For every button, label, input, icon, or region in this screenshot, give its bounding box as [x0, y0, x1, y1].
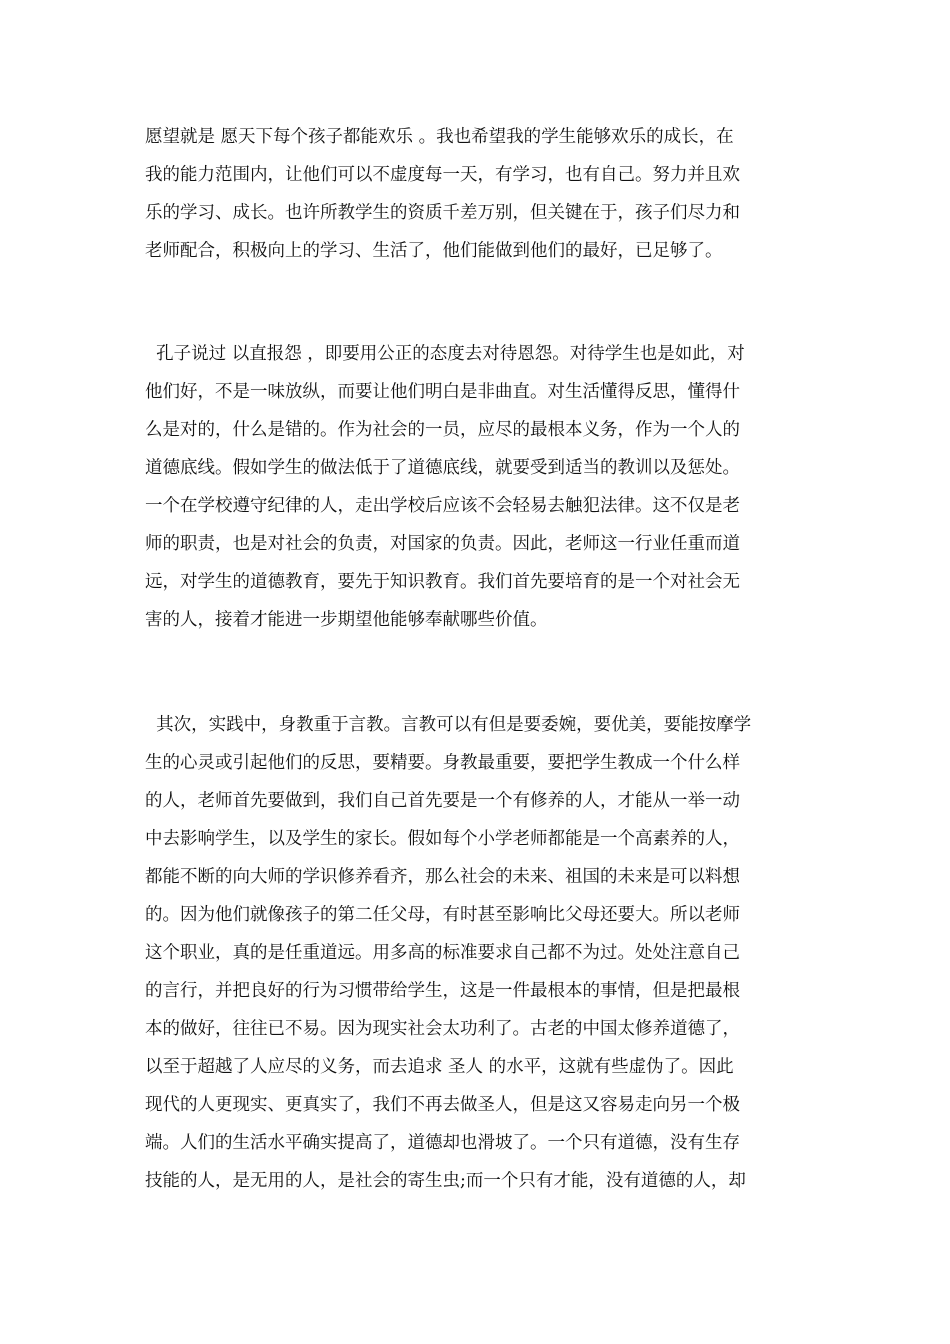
- text-line: 生的心灵或引起他们的反思，要精要。身教最重要，要把学生教成一个什么样: [145, 753, 740, 773]
- text-line: 师的职责，也是对社会的负责，对国家的负责。因此，老师这一行业任重而道: [145, 534, 740, 554]
- text-line: 的言行，并把良好的行为习惯带给学生，这是一件最根本的事情，但是把最根: [145, 981, 740, 1001]
- text-line: 的。因为他们就像孩子的第二任父母，有时甚至影响比父母还要大。所以老师: [145, 905, 740, 925]
- text-line: 害的人，接着才能进一步期望他能够奉献哪些价值。: [145, 610, 548, 630]
- text-line: 的人，老师首先要做到，我们自己首先要是一个有修养的人，才能从一举一动: [145, 791, 740, 811]
- text-line: 以至于超越了人应尽的义务，而去追求 圣人 的水平，这就有些虚伪了。因此: [145, 1057, 734, 1077]
- text-line: 我的能力范围内，让他们可以不虚度每一天，有学习，也有自己。努力并且欢: [145, 165, 740, 185]
- text-line: 远，对学生的道德教育，要先于知识教育。我们首先要培育的是一个对社会无: [145, 572, 740, 592]
- text-line: 技能的人，是无用的人，是社会的寄生虫;而一个只有才能，没有道德的人，却: [145, 1171, 746, 1191]
- text-line: 他们好，不是一味放纵，而要让他们明白是非曲直。对生活懂得反思，懂得什: [145, 382, 740, 402]
- text-line: 老师配合，积极向上的学习、生活了，他们能做到他们的最好，已足够了。: [145, 241, 723, 261]
- text-line: 端。人们的生活水平确实提高了，道德却也滑坡了。一个只有道德，没有生存: [145, 1133, 740, 1153]
- paragraph-3: [145, 706, 805, 1200]
- text-line: 道德底线。假如学生的做法低于了道德底线，就要受到适当的教训以及惩处。: [145, 458, 740, 478]
- paragraph-2: [145, 335, 805, 639]
- text-line: 现代的人更现实、更真实了，我们不再去做圣人，但是这又容易走向另一个极: [145, 1095, 740, 1115]
- text-line: 中去影响学生，以及学生的家长。假如每个小学老师都能是一个高素养的人，: [145, 829, 740, 849]
- text-line: 么是对的，什么是错的。作为社会的一员，应尽的最根本义务，作为一个人的: [145, 420, 740, 440]
- text-line: 这个职业，真的是任重道远。用多高的标准要求自己都不为过。处处注意自己: [145, 943, 740, 963]
- text-line: 本的做好，往往已不易。因为现实社会太功利了。古老的中国太修养道德了，: [145, 1019, 740, 1039]
- text-line: 一个在学校遵守纪律的人，走出学校后应该不会轻易去触犯法律。这不仅是老: [145, 496, 740, 516]
- text-line: 都能不断的向大师的学识修养看齐，那么社会的未来、祖国的未来是可以料想: [145, 867, 740, 887]
- text-line: 愿望就是 愿天下每个孩子都能欢乐 。我也希望我的学生能够欢乐的成长，在: [145, 127, 734, 147]
- paragraph-1: [145, 118, 805, 270]
- text-line: 乐的学习、成长。也许所教学生的资质千差万别，但关键在于，孩子们尽力和: [145, 203, 740, 223]
- text-line: 其次，实践中，身教重于言教。言教可以有但是要委婉，要优美，要能按摩学: [145, 715, 752, 735]
- text-line: 孔子说过 以直报怨 ，即要用公正的态度去对待恩怨。对待学生也是如此，对: [145, 344, 745, 364]
